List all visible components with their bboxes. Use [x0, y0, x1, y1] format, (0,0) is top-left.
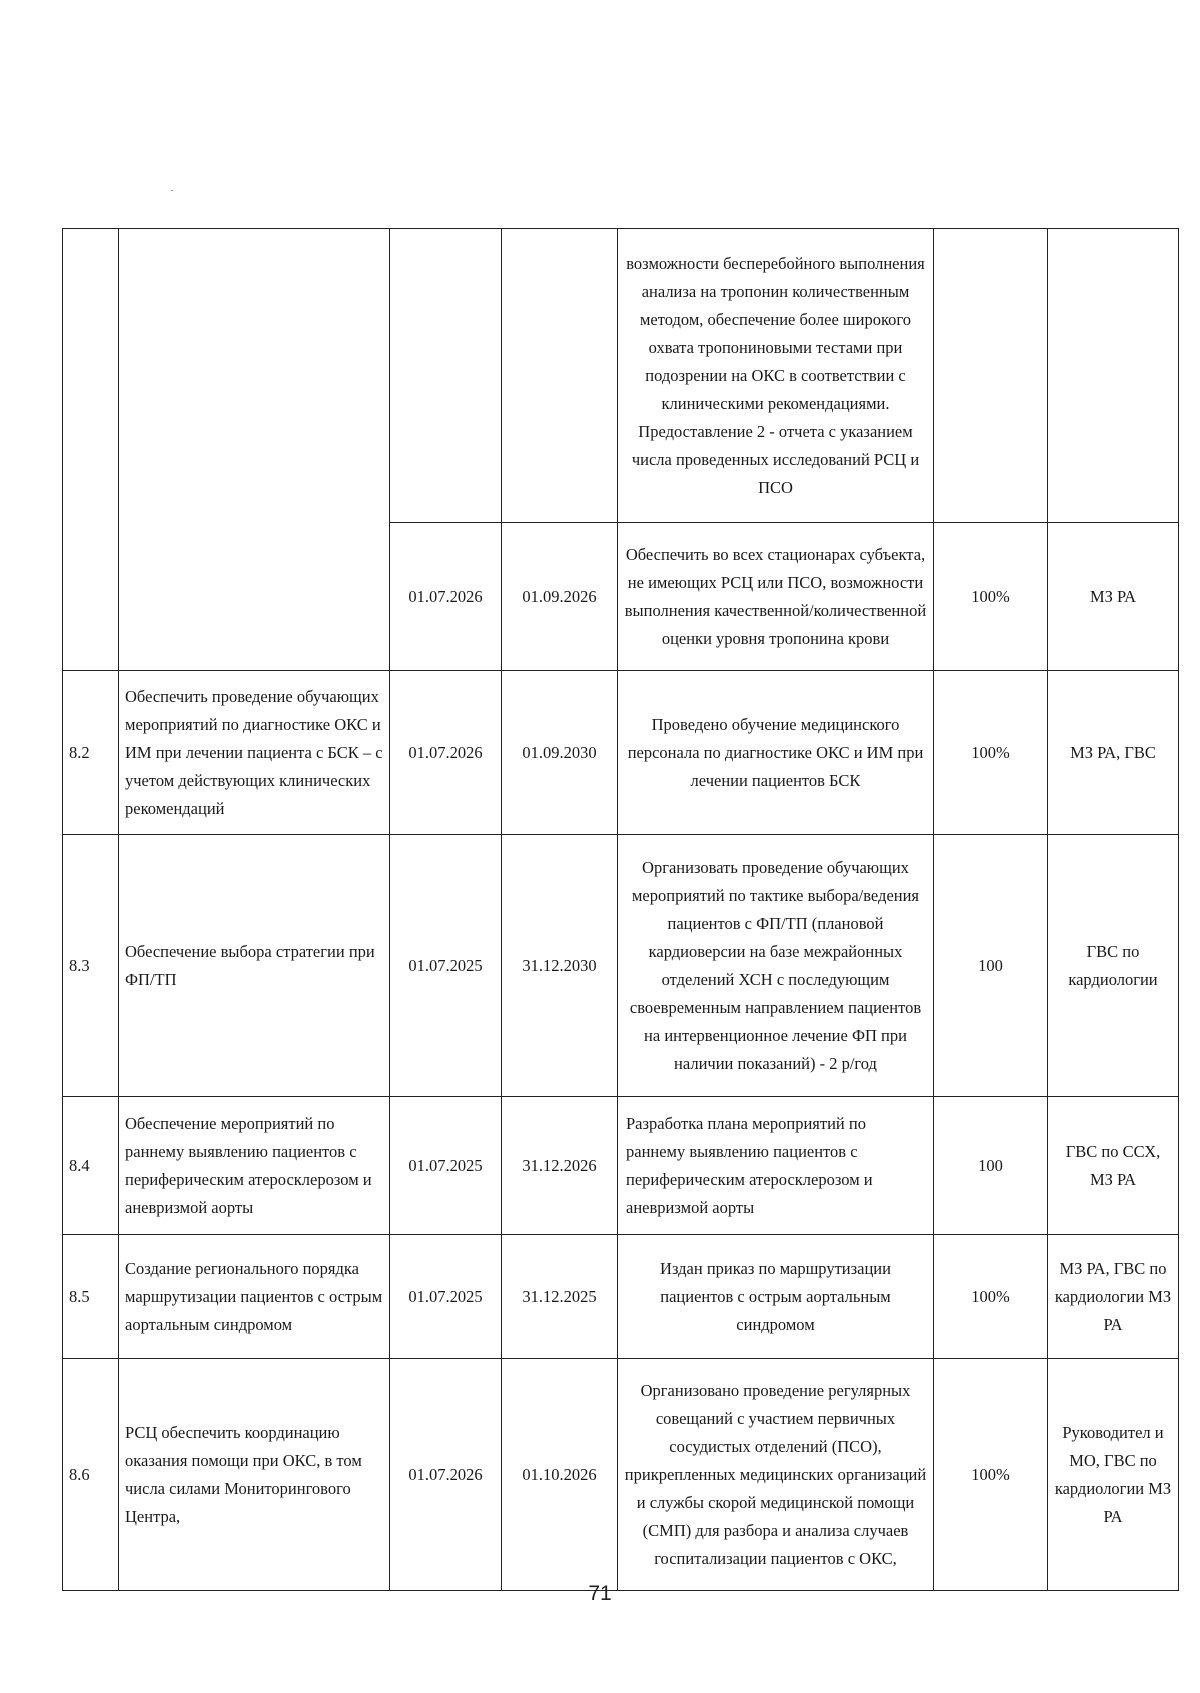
event-cell: Обеспечение мероприятий по раннему выявлению пациентов с периферическим атеросклерозом и аневризмой аорты: [119, 1097, 390, 1235]
start-date-cell: [390, 229, 502, 523]
start-date-cell: 01.07.2025: [390, 835, 502, 1097]
item-number-cell: 8.6: [63, 1359, 119, 1591]
responsible-cell: [1048, 229, 1179, 523]
responsible-cell: МЗ РА, ГВС: [1048, 671, 1179, 835]
end-date-cell: 31.12.2026: [502, 1097, 618, 1235]
start-date-cell: 01.07.2026: [390, 671, 502, 835]
result-cell: возможности бесперебойного выполнения анализа на тропонин количественным методом, обеспечение более широкого охвата тропониновыми тестами при подозрении на ОКС в соответствии с клиническими рекомендациями. Предоставление 2 - отчета с указанием числа проведенных исследований РСЦ и ПСО: [618, 229, 934, 523]
event-cell: Создание регионального порядка маршрутизации пациентов с острым аортальным синдромом: [119, 1235, 390, 1359]
percent-cell: 100%: [934, 1235, 1048, 1359]
end-date-cell: 01.09.2026: [502, 523, 618, 671]
event-cell: Обеспечение выбора стратегии при ФП/ТП: [119, 835, 390, 1097]
responsible-cell: МЗ РА: [1048, 523, 1179, 671]
end-date-cell: 31.12.2025: [502, 1235, 618, 1359]
table-row: [63, 1235, 1179, 1359]
table-row: [63, 1097, 1179, 1235]
item-number-cell: 8.2: [63, 671, 119, 835]
result-cell: Разработка плана мероприятий по раннему выявлению пациентов с периферическим атеросклерозом и аневризмой аорты: [618, 1097, 934, 1235]
start-date-cell: 01.07.2025: [390, 1097, 502, 1235]
table-row: [63, 1359, 1179, 1591]
responsible-cell: ГВС по ССХ, МЗ РА: [1048, 1097, 1179, 1235]
item-number-cell: 8.3: [63, 835, 119, 1097]
result-cell: Организовать проведение обучающих мероприятий по тактике выбора/ведения пациентов с ФП/ТП (плановой кардиоверсии на базе межрайонных отделений ХСН с последующим своевременным направлением пациентов на интервенционное лечение ФП при наличии показаний) - 2 р/год: [618, 835, 934, 1097]
item-number-cell: [63, 229, 119, 671]
table-row: [63, 835, 1179, 1097]
result-cell: Проведено обучение медицинского персонала по диагностике ОКС и ИМ при лечении пациентов БСК: [618, 671, 934, 835]
end-date-cell: 01.09.2030: [502, 671, 618, 835]
end-date-cell: [502, 229, 618, 523]
responsible-cell: Руководител и МО, ГВС по кардиологии МЗ РА: [1048, 1359, 1179, 1591]
responsible-cell: МЗ РА, ГВС по кардиологии МЗ РА: [1048, 1235, 1179, 1359]
percent-cell: 100: [934, 835, 1048, 1097]
action-plan-table: [62, 228, 1179, 1591]
event-cell: Обеспечить проведение обучающих мероприятий по диагностике ОКС и ИМ при лечении пациента с БСК – с учетом действующих клинических рекомендаций: [119, 671, 390, 835]
event-cell: РСЦ обеспечить координацию оказания помощи при ОКС, в том числа силами Мониторингового Центра,: [119, 1359, 390, 1591]
start-date-cell: 01.07.2026: [390, 523, 502, 671]
start-date-cell: 01.07.2025: [390, 1235, 502, 1359]
percent-cell: 100%: [934, 523, 1048, 671]
result-cell: Организовано проведение регулярных совещаний с участием первичных сосудистых отделений (ПСО), прикрепленных медицинских организаций и службы скорой медицинской помощи (СМП) для разбора и анализа случаев госпитализации пациентов с ОКС,: [618, 1359, 934, 1591]
responsible-cell: ГВС по кардиологии: [1048, 835, 1179, 1097]
result-cell: Обеспечить во всех стационарах субъекта, не имеющих РСЦ или ПСО, возможности выполнения качественной/количественной оценки уровня тропонина крови: [618, 523, 934, 671]
table-row: [63, 229, 1179, 523]
result-cell: Издан приказ по маршрутизации пациентов с острым аортальным синдромом: [618, 1235, 934, 1359]
item-number-cell: 8.4: [63, 1097, 119, 1235]
page-number: 71: [588, 1582, 612, 1605]
percent-cell: 100%: [934, 1359, 1048, 1591]
end-date-cell: 01.10.2026: [502, 1359, 618, 1591]
percent-cell: [934, 229, 1048, 523]
percent-cell: 100: [934, 1097, 1048, 1235]
scan-speck: [171, 190, 173, 191]
item-number-cell: 8.5: [63, 1235, 119, 1359]
end-date-cell: 31.12.2030: [502, 835, 618, 1097]
percent-cell: 100%: [934, 671, 1048, 835]
start-date-cell: 01.07.2026: [390, 1359, 502, 1591]
event-cell: [119, 229, 390, 671]
table-row: [63, 671, 1179, 835]
